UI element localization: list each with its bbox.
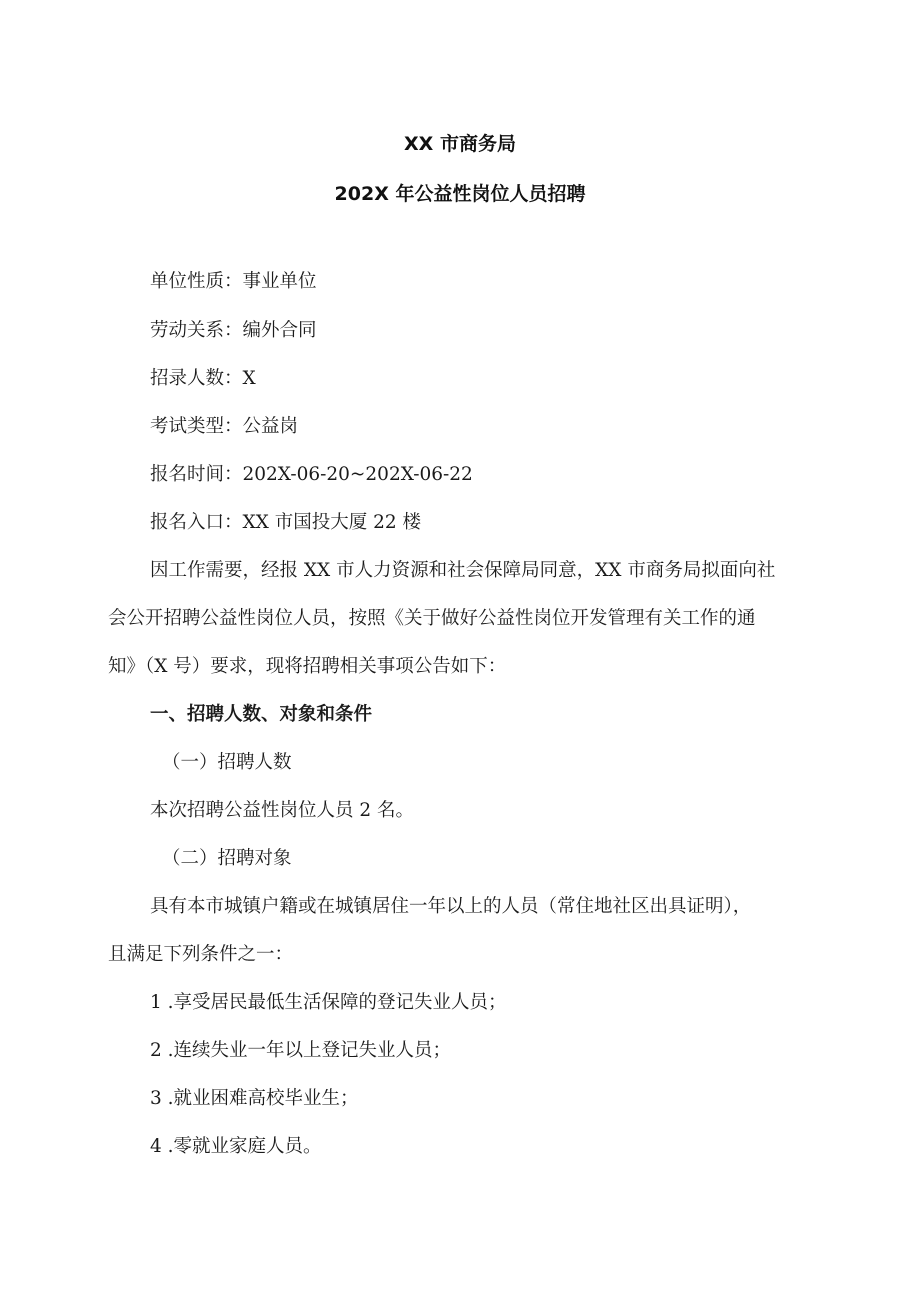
info-headcount: 招录人数：X [150,368,256,389]
info-labor-relation: 劳动关系：编外合同 [150,320,317,341]
document-title-org: XX 市商务局 [404,133,516,155]
info-register-entry: 报名入口：XX 市国投大厦 22 楼 [150,512,422,533]
subsection-heading-target: （二）招聘对象 [162,848,292,869]
info-unit-type: 单位性质：事业单位 [150,271,317,292]
condition-item-3: 3 .就业困难高校毕业生； [150,1088,359,1109]
info-exam-type: 考试类型：公益岗 [150,416,299,437]
intro-paragraph-line2: 会公开招聘公益性岗位人员，按照《关于做好公益性岗位开发管理有关工作的通 [108,608,756,629]
document-title-main: 202X 年公益性岗位人员招聘 [334,183,586,205]
intro-paragraph-line1: 因工作需要，经报 XX 市人力资源和社会保障局同意，XX 市商务局拟面向社 [150,560,776,581]
condition-item-4: 4 .零就业家庭人员。 [150,1136,322,1157]
condition-item-1: 1 .享受居民最低生活保障的登记失业人员； [150,992,507,1013]
subsection-heading-count: （一）招聘人数 [162,752,292,773]
condition-item-2: 2 .连续失业一年以上登记失业人员； [150,1040,452,1061]
info-register-time: 报名时间：202X-06-20~202X-06-22 [150,464,473,485]
section-heading: 一、招聘人数、对象和条件 [150,704,373,725]
subsection-text-target-line1: 具有本市城镇户籍或在城镇居住一年以上的人员（常住地社区出具证明）， [150,896,752,917]
subsection-text-count: 本次招聘公益性岗位人员 2 名。 [150,800,415,821]
subsection-text-target-line2: 且满足下列条件之一： [108,944,294,965]
intro-paragraph-line3: 知》（X 号）要求，现将招聘相关事项公告如下： [108,656,507,677]
